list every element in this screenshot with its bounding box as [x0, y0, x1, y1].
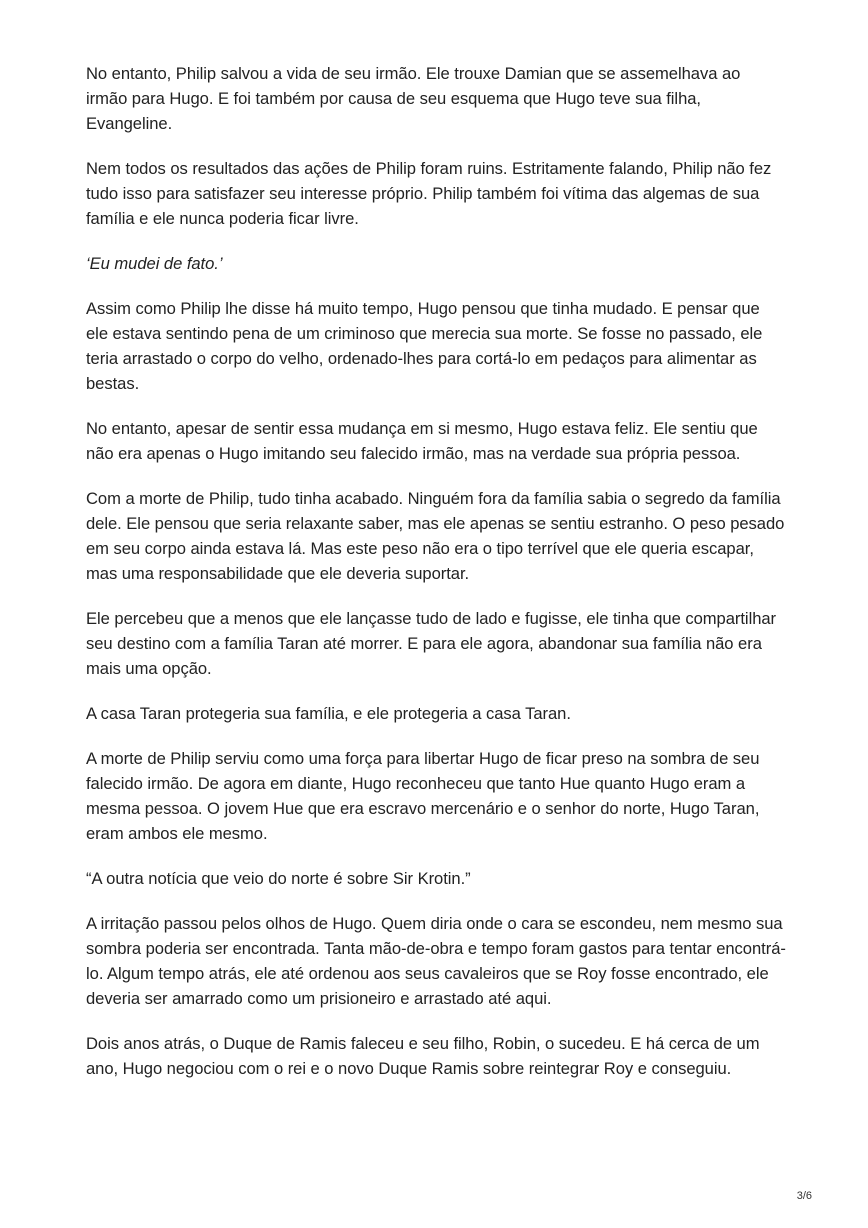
paragraph-6: Com a morte de Philip, tudo tinha acabado. Ninguém fora da família sabia o segredo da família dele. Ele pensou que seria relaxante saber, mas ele apenas se sentiu estranho. O peso pesado em seu corpo ainda estava lá. Mas este peso não era o tipo terrível que ele queria escapar, mas uma responsabilidade que ele deveria suportar. [86, 489, 785, 583]
paragraph-4: Assim como Philip lhe disse há muito tempo, Hugo pensou que tinha mudado. E pensar que ele estava sentindo pena de um criminoso que merecia sua morte. Se fosse no passado, ele teria arrastado o corpo do velho, ordenado-lhes para cortá-lo em pedaços para alimentar as bestas. [86, 299, 763, 393]
page-number: 3/6 [796, 1190, 812, 1202]
paragraph-8: A casa Taran protegeria sua família, e ele protegeria a casa Taran. [86, 704, 571, 723]
paragraph-2: Nem todos os resultados das ações de Philip foram ruins. Estritamente falando, Philip não fez tudo isso para satisfazer seu interesse próprio. Philip também foi vítima das algemas de sua família e ele nunca poderia ficar livre. [86, 159, 772, 228]
paragraph-5: No entanto, apesar de sentir essa mudança em si mesmo, Hugo estava feliz. Ele sentiu que não era apenas o Hugo imitando seu falecido irmão, mas na verdade sua própria pessoa. [86, 419, 758, 463]
paragraph-12: Dois anos atrás, o Duque de Ramis faleceu e seu filho, Robin, o sucedeu. E há cerca de um ano, Hugo negociou com o rei e o novo Duque Ramis sobre reintegrar Roy e conseguiu. [86, 1034, 760, 1078]
paragraph-3-italic-thought: ‘Eu mudei de fato.’ [86, 254, 223, 273]
document-page [86, 61, 786, 1101]
paragraph-9: A morte de Philip serviu como uma força para libertar Hugo de ficar preso na sombra de seu falecido irmão. De agora em diante, Hugo reconheceu que tanto Hue quanto Hugo eram a mesma pessoa. O jovem Hue que era escravo mercenário e o senhor do norte, Hugo Taran, eram ambos ele mesmo. [86, 749, 760, 843]
paragraph-11: A irritação passou pelos olhos de Hugo. Quem diria onde o cara se escondeu, nem mesmo sua sombra poderia ser encontrada. Tanta mão-de-obra e tempo foram gastos para tentar encontrá-lo. Algum tempo atrás, ele até ordenou aos seus cavaleiros que se Roy fosse encontrado, ele deveria ser amarrado como um prisioneiro e arrastado até aqui. [86, 914, 786, 1008]
paragraph-1: No entanto, Philip salvou a vida de seu irmão. Ele trouxe Damian que se assemelhava ao irmão para Hugo. E foi também por causa de seu esquema que Hugo teve sua filha, Evangeline. [86, 64, 741, 133]
paragraph-7: Ele percebeu que a menos que ele lançasse tudo de lado e fugisse, ele tinha que compartilhar seu destino com a família Taran até morrer. E para ele agora, abandonar sua família não era mais uma opção. [86, 609, 777, 678]
paragraph-10-dialogue: “A outra notícia que veio do norte é sobre Sir Krotin.” [86, 869, 471, 888]
